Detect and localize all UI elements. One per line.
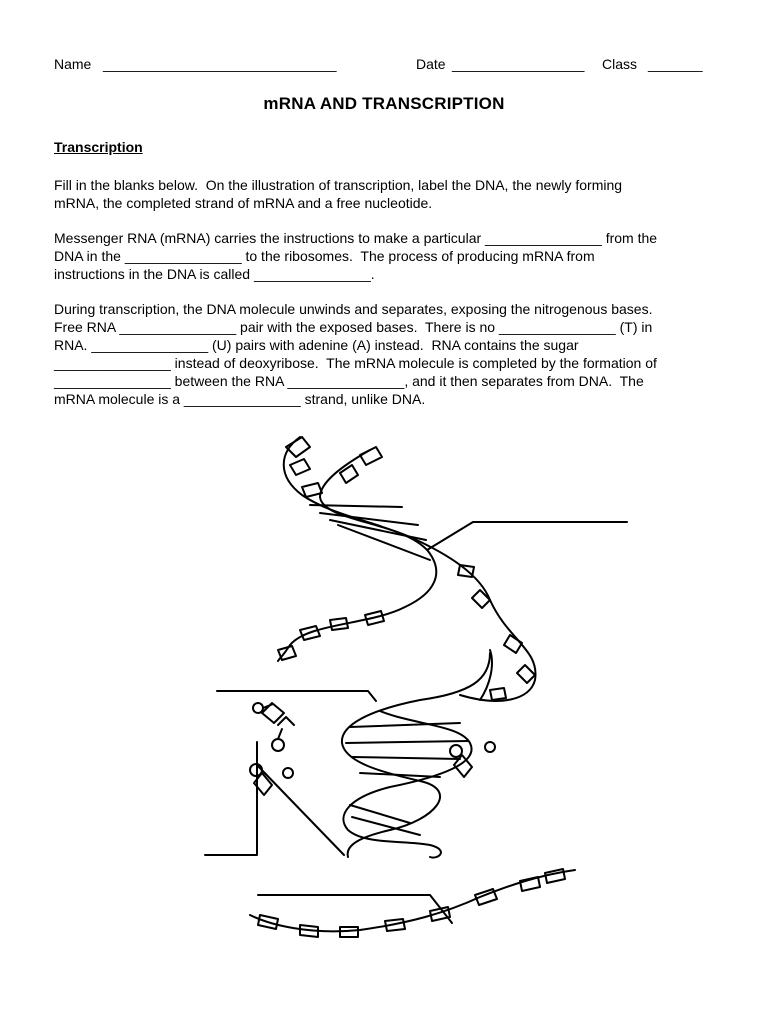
- class-label: Class: [602, 56, 638, 72]
- section-heading: Transcription: [54, 139, 143, 155]
- name-blank: ______________________________: [103, 56, 337, 72]
- base-pairs-upper: [310, 505, 430, 560]
- instructions-paragraph: Fill in the blanks below. On the illustration of transcription, label the DNA, the newly forming mRNA, the completed strand of mRNA and a free nucleotide.: [54, 177, 623, 211]
- messenger-rna-paragraph: Messenger RNA (mRNA) carries the instructions to make a particular _______________ from the DNA in the _______________ to the ribosomes. The process of producing mRNA from instructions in the DNA is called _______________.: [54, 230, 658, 282]
- dna-strand-upper-a: [278, 437, 436, 661]
- dna-strand-lower-a: [342, 653, 490, 857]
- label-line-mid: [205, 742, 344, 855]
- class-blank: _______: [648, 56, 703, 72]
- date-blank: _________________: [452, 56, 585, 72]
- free-nucleotides: [250, 703, 495, 795]
- transcription-paragraph: During transcription, the DNA molecule unwinds and separates, exposing the nitrogenous bases. Free RNA _______________ pair with the exposed bases. There is no _______________ (T) in RNA. _______________ (U) pairs with adenine (A) instead. RNA contains the sugar _______________ instead of deoxyribose. The mRNA molecule is completed by the formation of _______________ between the RNA _______________, and it then separates from DNA. The mRNA molecule is a _______________ strand, unlike DNA.: [54, 301, 657, 407]
- header-line: [54, 56, 714, 76]
- dna-strand-upper-b: [320, 450, 536, 701]
- date-label: Date: [416, 56, 446, 72]
- mrna-blocks: [258, 869, 565, 937]
- page-title: mRNA AND TRANSCRIPTION: [263, 94, 505, 113]
- dna-strand-lower-b: [343, 711, 471, 858]
- label-line-left: [217, 691, 376, 701]
- label-line-bottom: [258, 895, 452, 923]
- transcription-diagram: [190, 425, 650, 965]
- name-label: Name: [54, 56, 92, 72]
- backbone-blocks: [278, 437, 535, 700]
- base-pairs-lower: [346, 723, 468, 835]
- label-line-upper: [427, 522, 627, 550]
